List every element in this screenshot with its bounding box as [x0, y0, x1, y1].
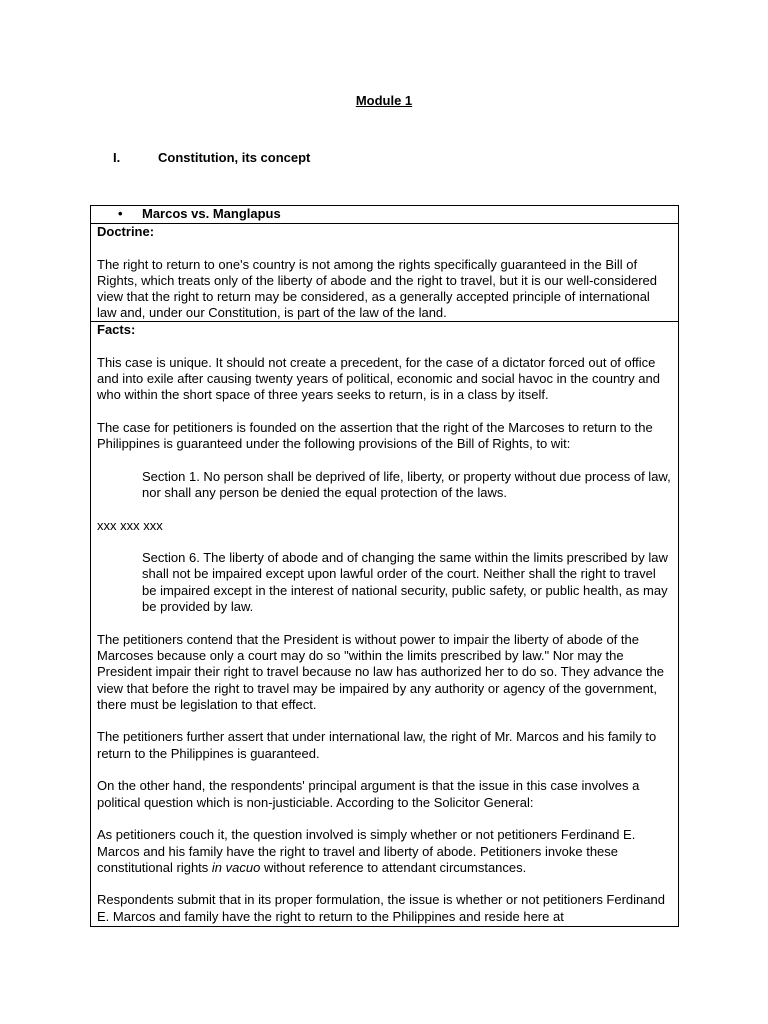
doctrine-label: Doctrine: — [97, 224, 155, 239]
case-title-row — [91, 206, 678, 224]
facts-cell — [91, 322, 678, 925]
facts-paragraph-5: On the other hand, the respondents' principal argument is that the issue in this case involves a political question which is non-justiciable. According to the Solicitor General: — [97, 778, 640, 810]
section-6-quote: Section 6. The liberty of abode and of changing the same within the limits prescribed by law shall not be impaired except upon lawful order of the court. Neither shall the right to travel be impaired except in the interest of national security, public safety, or public health, as may be provided by law. — [142, 550, 668, 615]
case-title: Marcos vs. Manglapus — [142, 206, 281, 221]
facts-paragraph-6 — [97, 827, 672, 876]
section-heading — [113, 150, 310, 165]
facts-paragraph-1: This case is unique. It should not create a precedent, for the case of a dictator forced out of office and into exile after causing twenty years of political, economic and social havoc in the country and who within the short space of three years seeks to return, is in a class by itself. — [97, 354, 660, 403]
p6-italic-text: in vacuo — [211, 859, 261, 875]
module-title-text: Module 1 — [355, 93, 413, 108]
doctrine-text: The right to return to one's country is not among the rights specifically guaranteed in the Bill of Rights, which treats only of the liberty of abode and the right to travel, but it is our well-considered view that the right to return may be considered, as a generally accepted principle of international law and, under our Constitution, is part of the law of the land. — [97, 256, 658, 321]
p6-text-after: without reference to attendant circumstances. — [260, 859, 527, 875]
case-table — [90, 205, 679, 927]
section-1-quote: Section 1. No person shall be deprived of life, liberty, or property without due process of law, nor shall any person be denied the equal protection of the laws. — [142, 468, 671, 500]
facts-paragraph-3: The petitioners contend that the President is without power to impair the liberty of abode of the Marcoses because only a court may do so "within the limits prescribed by law." Nor may the President impair their right to travel because no law has authorized her to do so. They advance the view that before the right to travel may be impaired by any authority or agency of the government, there must be legislation to that effect. — [97, 631, 665, 712]
ellipsis-text: xxx xxx xxx — [97, 517, 163, 533]
p6-text-before: As petitioners couch it, the question involved is simply whether or not petitioners Ferdinand E. Marcos and his family have the right to travel and liberty of abode. Petitioners invoke these constitutional rights — [97, 827, 636, 875]
facts-label: Facts: — [97, 322, 136, 337]
bullet-icon: • — [118, 206, 123, 221]
section-number: I. — [113, 150, 121, 165]
doctrine-cell — [91, 224, 678, 322]
facts-paragraph-2: The case for petitioners is founded on the assertion that the right of the Marcoses to return to the Philippines is guaranteed under the following provisions of the Bill of Rights, to wit: — [97, 419, 653, 452]
section-title: Constitution, its concept — [158, 150, 311, 165]
facts-paragraph-4: The petitioners further assert that under international law, the right of Mr. Marcos and his family to return to the Philippines is guaranteed. — [97, 729, 657, 761]
facts-paragraph-7: Respondents submit that in its proper formulation, the issue is whether or not petitioners Ferdinand E. Marcos and family have the right to return to the Philippines and reside here at — [97, 892, 665, 924]
module-title — [0, 93, 768, 108]
